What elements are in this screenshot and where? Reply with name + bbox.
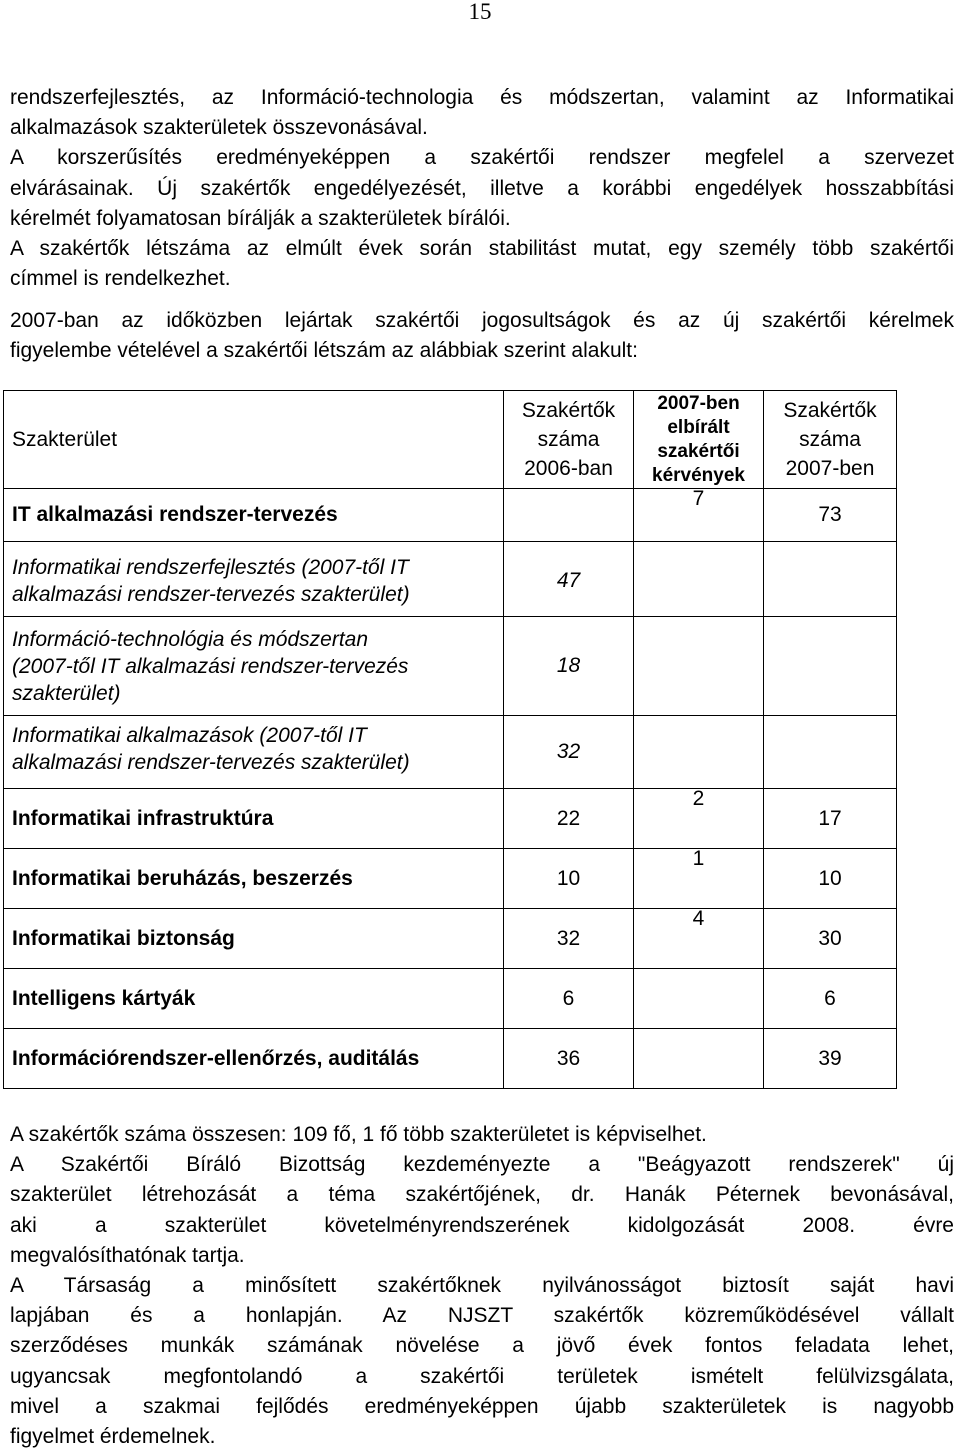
count-2007: 6 (764, 969, 897, 1029)
text-line: A szakértők létszáma az elmúlt évek során stabilitást mutat, egy személy több szakértői (10, 237, 954, 261)
count-2007: 39 (764, 1029, 897, 1089)
experts-table (3, 390, 896, 1089)
sub-count-2006: 47 (504, 542, 634, 617)
table-row (4, 1029, 897, 1089)
table-row (4, 909, 897, 969)
text-line: kérelmét folyamatosan bírálják a szakterületek bírálói. (10, 206, 511, 230)
count-2006: 22 (504, 789, 634, 849)
count-2006: 36 (504, 1029, 634, 1089)
sub-count-2006: 32 (504, 716, 634, 789)
table-subrow (4, 617, 897, 716)
table-intro-paragraph (10, 306, 954, 366)
count-2007: 17 (764, 789, 897, 849)
area-name: Intelligens kártyák (4, 969, 504, 1029)
sub-count-2006: 18 (504, 617, 634, 716)
sub-area-name: Információ-technológia és módszertan (2007-től IT alkalmazási rendszer-tervezés szakterület) (4, 617, 504, 716)
text-line: A Társaság a minősített szakértőknek nyilvánosságot biztosít saját havi (10, 1274, 954, 1298)
table-row (4, 789, 897, 849)
text-line: címmel is rendelkezhet. (10, 267, 231, 291)
table-row (4, 489, 897, 542)
count-2006: 6 (504, 969, 634, 1029)
sub-area-name: Informatikai rendszerfejlesztés (2007-től IT alkalmazási rendszer-tervezés szakterület) (4, 542, 504, 617)
requests: 4 (634, 909, 764, 969)
header-count-2007: Szakértők száma 2007-ben (764, 391, 897, 489)
requests: 2 (634, 789, 764, 849)
page-number: 15 (468, 0, 492, 24)
area-name: Informatikai beruházás, beszerzés (4, 849, 504, 909)
table-row (4, 969, 897, 1029)
table-subrow (4, 716, 897, 789)
table-row (4, 849, 897, 909)
text-line: mivel a szakmai fejlődés eredményeképpen újabb szakterületek is nagyobb (10, 1394, 954, 1418)
header-count-2006: Szakértők száma 2006-ban (504, 391, 634, 489)
text-line: elvárásainak. Új szakértők engedélyezését, illetve a korábbi engedélyek hosszabbítási (10, 176, 954, 200)
text-line: ugyancsak megfontolandó a szakértői területek ismételt felülvizsgálata, (10, 1364, 954, 1388)
area-name: Informatikai infrastruktúra (4, 789, 504, 849)
requests (634, 1029, 764, 1089)
text-line: 2007-ban az időközben lejártak szakértői jogosultságok és az új szakértői kérelmek (10, 309, 954, 332)
table-subrow (4, 542, 897, 617)
text-line: figyelmet érdemelnek. (10, 1425, 216, 1449)
text-line: figyelembe vételével a szakértői létszám az alábbiak szerint alakult: (10, 339, 638, 363)
header-area: Szakterület (4, 391, 504, 489)
count-2007: 30 (764, 909, 897, 969)
area-name: IT alkalmazási rendszer-tervezés (4, 489, 504, 542)
text-line: rendszerfejlesztés, az Információ-technologia és módszertan, valamint az Informatikai (10, 86, 954, 109)
requests: 7 (634, 489, 764, 542)
closing-paragraph (10, 1120, 954, 1452)
sub-area-name: Informatikai alkalmazások (2007-től IT alkalmazási rendszer-tervezés szakterület) (4, 716, 504, 789)
count-2006 (504, 489, 634, 542)
count-2006: 10 (504, 849, 634, 909)
count-2007: 73 (764, 489, 897, 542)
text-line: A Szakértői Bíráló Bizottság kezdeményezte a "Beágyazott rendszerek" új (10, 1153, 954, 1177)
requests: 1 (634, 849, 764, 909)
header-requests: 2007-ben elbírált szakértői kérvények (634, 391, 764, 489)
text-line: szakterület létrehozását a téma szakértőjének, dr. Hanák Péternek bevonásával, (10, 1183, 954, 1207)
area-name: Információrendszer-ellenőrzés, auditálás (4, 1029, 504, 1089)
text-line: lapjában és a honlapján. Az NJSZT szakértők közreműködésével vállalt (10, 1304, 954, 1328)
text-line: aki a szakterület követelményrendszerének kidolgozását 2008. évre (10, 1213, 954, 1237)
text-line: szerződéses munkák számának növelése a jövő évek fontos feladata lehet, (10, 1334, 954, 1358)
requests (634, 969, 764, 1029)
text-line: alkalmazások szakterületek összevonásával. (10, 116, 428, 140)
count-2007: 10 (764, 849, 897, 909)
text-line: A szakértők száma összesen: 109 fő, 1 fő több szakterületet is képviselhet. (10, 1123, 707, 1146)
table-header-row (4, 391, 897, 489)
area-name: Informatikai biztonság (4, 909, 504, 969)
intro-paragraph (10, 83, 954, 294)
text-line: megvalósíthatónak tartja. (10, 1243, 245, 1267)
text-line: A korszerűsítés eredményeképpen a szakértői rendszer megfelel a szervezet (10, 146, 954, 170)
count-2006: 32 (504, 909, 634, 969)
